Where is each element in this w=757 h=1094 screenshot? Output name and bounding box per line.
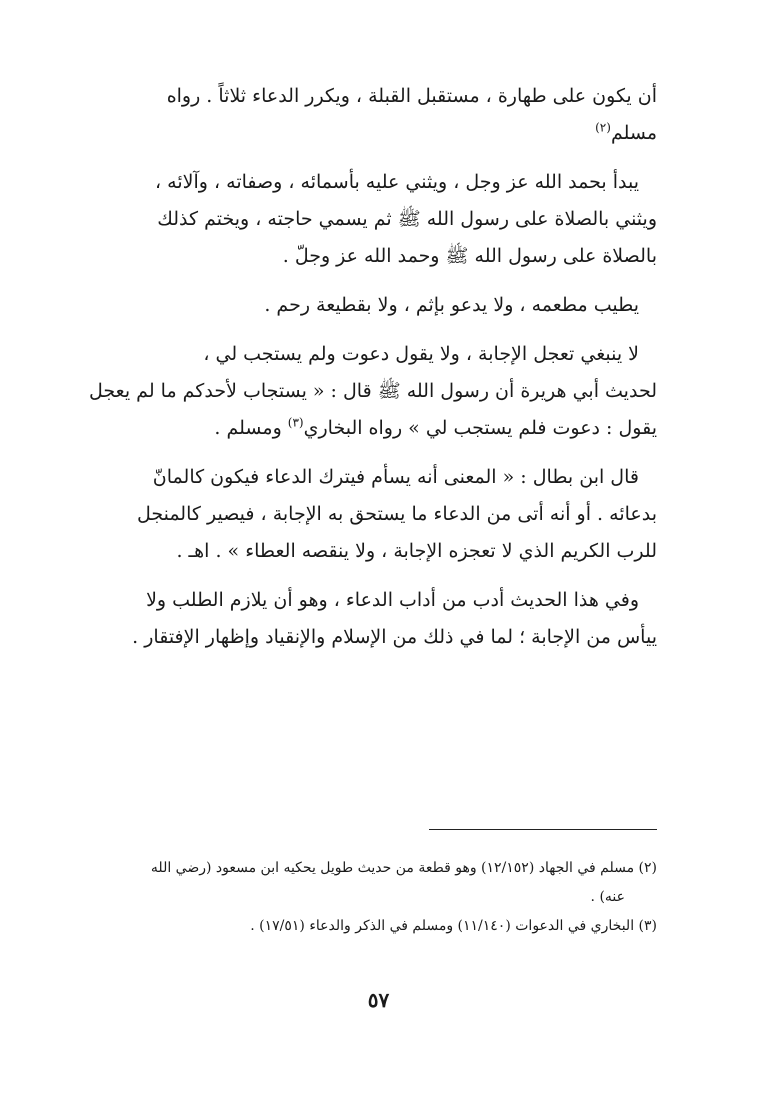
paragraph	[97, 164, 657, 275]
paragraph	[97, 459, 657, 570]
line-text: ييأس من الإجابة ؛ لما في ذلك من الإسلام والإنقياد وإظهار الإفتقار .	[132, 626, 657, 648]
line-text: لا ينبغي تعجل الإجابة ، ولا يقول دعوت ولم يستجب لي ،	[203, 343, 639, 365]
text-line	[97, 410, 657, 447]
footnote-line: (٣) البخاري في الدعوات (١١/١٤٠) ومسلم في الذكر والدعاء (١٧/٥١) .	[250, 918, 657, 934]
line-text: لحديث أبي هريرة أن رسول الله ﷺ قال : « يستجاب لأحدكم ما لم يعجل	[89, 380, 657, 402]
text-line	[97, 336, 657, 373]
text-line	[97, 78, 657, 115]
text-line	[89, 373, 657, 410]
text-line	[97, 164, 657, 201]
footnote-line: (٢) مسلم في الجهاد (١٢/١٥٢) وهو قطعة من حديث طويل يحكيه ابن مسعود (رضي الله	[150, 860, 657, 876]
line-text: ويثني بالصلاة على رسول الله ﷺ ثم يسمي حاجته ، ويختم كذلك	[157, 208, 657, 230]
footnotes	[97, 854, 657, 941]
line-text: قال ابن بطال : « المعنى أنه يسأم فيترك الدعاء فيكون كالمانّ	[152, 466, 639, 488]
main-text	[89, 78, 657, 656]
line-text: وفي هذا الحديث أدب من أداب الدعاء ، وهو أن يلازم الطلب ولا	[146, 589, 639, 611]
line-text-after: ومسلم .	[214, 417, 288, 439]
line-text: يطيب مطعمه ، ولا يدعو بإثم ، ولا بقطيعة رحم .	[264, 294, 639, 316]
text-line	[97, 115, 657, 152]
text-line	[97, 238, 657, 275]
footnote-line: عنه) .	[590, 889, 625, 905]
line-text: يبدأ بحمد الله عز وجل ، ويثني عليه بأسمائه ، وصفاته ، وآلائه ،	[154, 171, 639, 193]
page-number: ٥٧	[367, 988, 390, 1012]
text-line	[97, 459, 657, 496]
line-text: بالصلاة على رسول الله ﷺ وحمد الله عز وجلّ .	[282, 245, 657, 267]
paragraph	[97, 582, 657, 656]
paragraph	[97, 287, 657, 324]
footnote-separator	[429, 829, 657, 830]
text-line	[97, 201, 657, 238]
text-line	[97, 619, 657, 656]
footnote-marker: (٢)	[595, 120, 611, 135]
paragraph	[97, 78, 657, 152]
footnote-marker: (٣)	[287, 415, 304, 430]
line-text: بدعائه . أو أنه أتى من الدعاء ما يستحق به الإجابة ، فيصير كالمنجل	[136, 503, 657, 525]
paragraph	[89, 336, 657, 447]
text-line	[97, 582, 657, 619]
line-text: يقول : دعوت فلم يستجب لي » رواه البخاري	[303, 417, 657, 439]
line-text: أن يكون على طهارة ، مستقبل القبلة ، ويكرر الدعاء ثلاثاً . رواه	[166, 85, 657, 107]
line-text: مسلم	[610, 122, 657, 144]
text-line	[97, 287, 657, 324]
text-line	[97, 533, 657, 570]
line-text: للرب الكريم الذي لا تعجزه الإجابة ، ولا ينقصه العطاء » . اهـ .	[176, 540, 657, 562]
text-line	[97, 496, 657, 533]
